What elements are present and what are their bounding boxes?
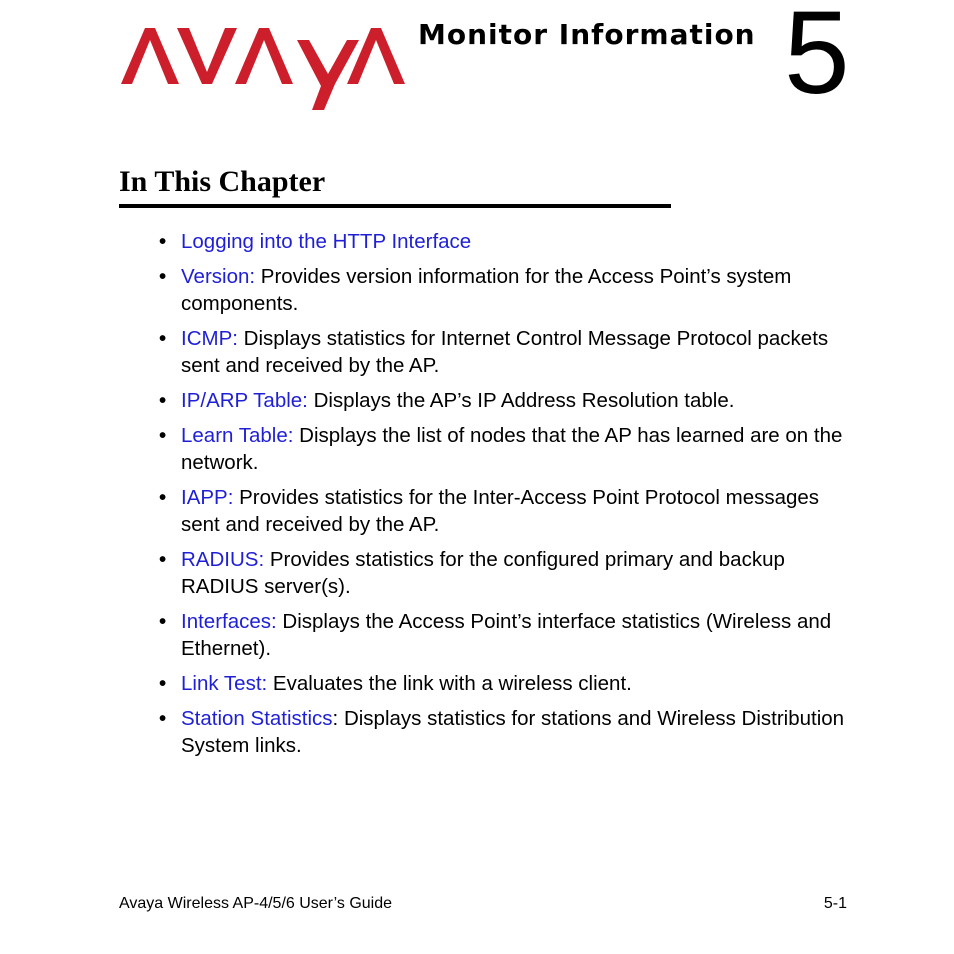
list-item — [159, 484, 859, 538]
list-item — [159, 670, 859, 697]
bullet-icon: • — [159, 672, 167, 695]
list-item — [159, 228, 859, 255]
bullet-icon: • — [159, 424, 167, 447]
chapter-title: Monitor Information — [418, 18, 756, 51]
topic-link[interactable]: Interfaces: — [181, 610, 277, 633]
bullet-icon: • — [159, 610, 167, 633]
topic-link[interactable]: Station Statistics — [181, 707, 333, 730]
section-heading: In This Chapter — [119, 165, 326, 198]
topic-link[interactable]: Logging into the HTTP Interface — [181, 230, 472, 253]
bullet-icon: • — [159, 548, 167, 571]
heading-rule — [119, 204, 671, 208]
topic-description: Evaluates the link with a wireless client. — [267, 672, 632, 695]
list-item — [159, 263, 859, 317]
chapter-topics-list — [159, 228, 859, 767]
bullet-icon: • — [159, 327, 167, 350]
avaya-logo — [121, 26, 405, 110]
bullet-icon: • — [159, 230, 167, 253]
topic-description: Provides statistics for the configured primary and backup RADIUS server(s). — [181, 548, 785, 598]
bullet-icon: • — [159, 389, 167, 412]
list-item — [159, 325, 859, 379]
list-item — [159, 387, 859, 414]
topic-link[interactable]: Version: — [181, 265, 256, 288]
topic-link[interactable]: IAPP: — [181, 486, 234, 509]
topic-description: Provides statistics for the Inter-Access Point Protocol messages sent and received by the AP. — [181, 486, 820, 536]
bullet-icon: • — [159, 486, 167, 509]
topic-link[interactable]: Link Test: — [181, 672, 268, 695]
list-item — [159, 705, 859, 759]
list-item — [159, 546, 859, 600]
list-item — [159, 422, 859, 476]
chapter-number: 5 — [784, 0, 850, 119]
topic-description: Displays the AP’s IP Address Resolution table. — [307, 389, 735, 412]
topic-link[interactable]: Learn Table: — [181, 424, 294, 447]
bullet-icon: • — [159, 265, 167, 288]
footer-guide-title: Avaya Wireless AP-4/5/6 User’s Guide — [119, 895, 393, 912]
topic-description: Displays statistics for Internet Control Message Protocol packets sent and received by the AP. — [181, 327, 829, 377]
topic-link[interactable]: IP/ARP Table: — [181, 389, 308, 412]
topic-description: Provides version information for the Access Point’s system components. — [181, 265, 792, 315]
list-item — [159, 608, 859, 662]
topic-description: Displays the Access Point’s interface statistics (Wireless and Ethernet). — [181, 610, 832, 660]
footer-page-number: 5-1 — [823, 895, 847, 912]
topic-description: : Displays statistics for stations and Wireless Distribution System links. — [181, 707, 845, 757]
topic-link[interactable]: RADIUS: — [181, 548, 265, 571]
bullet-icon: • — [159, 707, 167, 730]
topic-description: Displays the list of nodes that the AP has learned are on the network. — [181, 424, 843, 474]
topic-link[interactable]: ICMP: — [181, 327, 238, 350]
